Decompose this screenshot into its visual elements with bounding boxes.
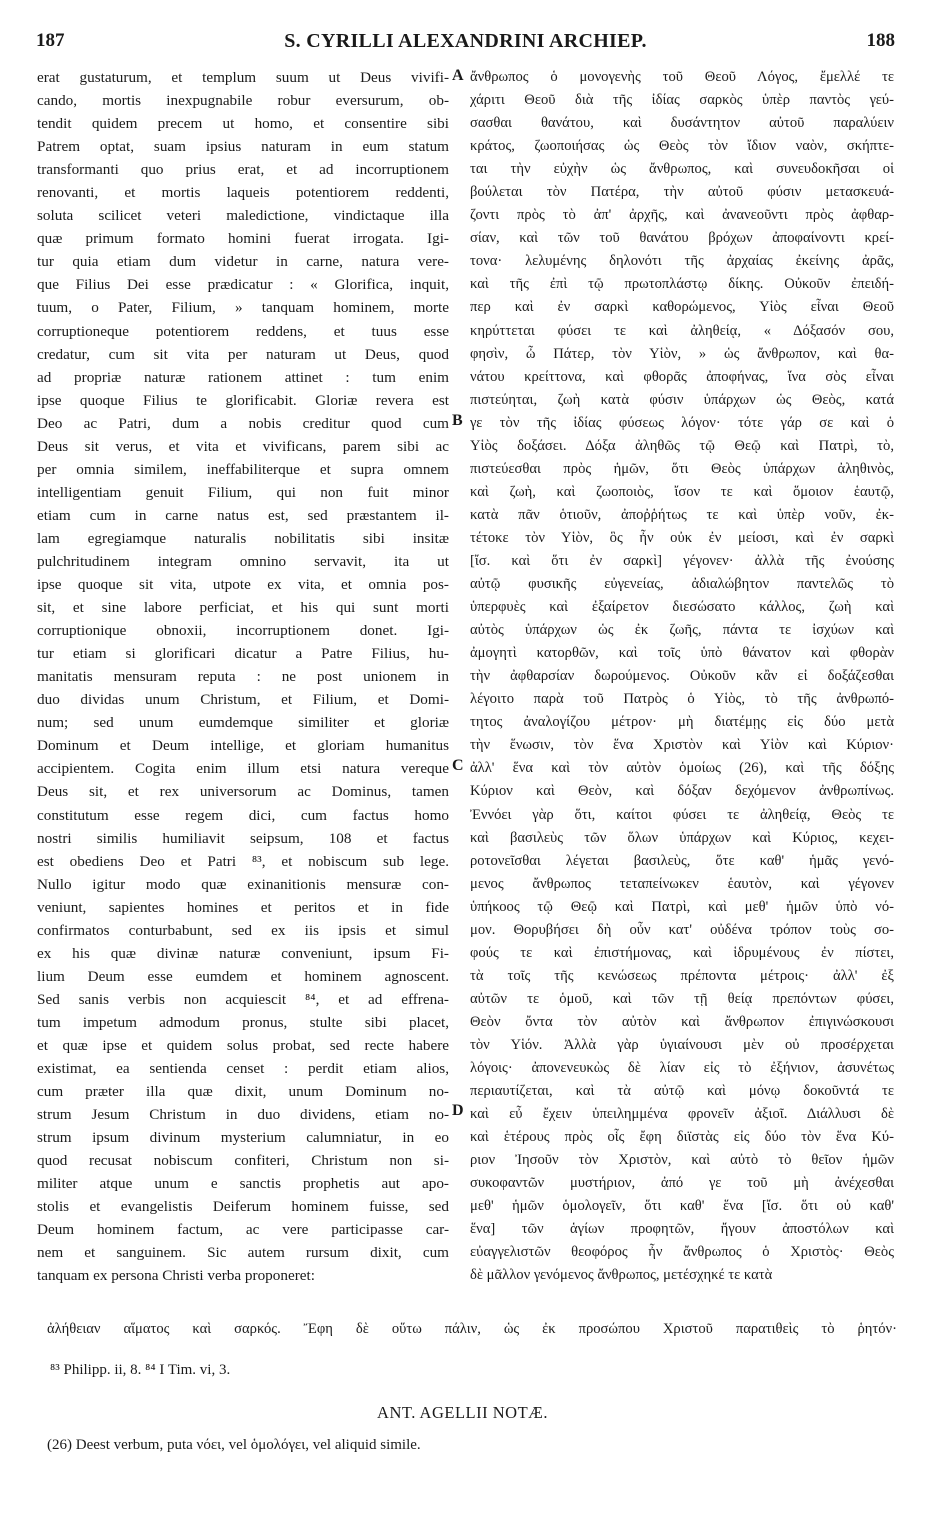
greek-text-line: νάτου κρείττονα, καὶ φθορᾶς ἀποφήνας, ἵνα σὸς εἶναι [470, 368, 894, 385]
greek-text-line: ριον Ἰησοῦν τὸν Χριστὸν, καὶ αὐτὸ τὸ θεῖον ἡμῶν [470, 1152, 894, 1169]
latin-text-line: tuum, o Pater, Filium, » tanquam hominem, morte [37, 299, 449, 317]
greek-text-line: λέγοιτο παρὰ τοῦ Πατρὸς ὁ Υἱὸς, τὸ τῆς ἀνθρωπό- [470, 691, 894, 708]
latin-text-line: existimat, ea sentienda censet : perdit etiam alios, [37, 1060, 449, 1078]
latin-text-line: manitatis mensuram reputa : ne post unionem in [37, 668, 449, 686]
greek-text-line: ἀλλ' ἕνα καὶ τὸν αὐτὸν ὁμοίως (26), καὶ τῆς δόξης [470, 760, 894, 777]
greek-text-line: πιστεύεσθαι πρὸς ἡμῶν, ὅτι Θεὸς ὑπάρχων ἀληθινὸς, [470, 460, 894, 477]
latin-text-line: intelligentiam genuit Filium, qui non fuit minor [37, 483, 449, 501]
margin-letter-b: B [452, 412, 463, 429]
greek-text-line: σίαν, καὶ τῶν τοῦ θανάτου βρόχων ἀποφαίνοντι κρεί- [470, 230, 894, 247]
greek-text-line: Ἐννόει γὰρ ὅτι, καίτοι φύσει τε ἀληθείᾳ, Θεὸς τε [470, 806, 894, 823]
latin-text-line: duo dividas unum Christum, et Filium, et Domi- [37, 691, 449, 709]
latin-text-line: accipientem. Cogita enim illum etsi natura vereque [37, 760, 449, 778]
greek-text-line: Θεὸν ὄντα τὸν αὐτὸν καὶ ἄνθρωπον ἐπιγινώσκουσι [470, 1013, 894, 1030]
latin-text-line: tendit quidem precem ut homo, et consentire sibi [37, 115, 449, 133]
running-header [36, 30, 895, 60]
greek-text-line: μενος ἄνθρωπος τεταπείνωκεν ἑαυτὸν, καὶ γέγονεν [470, 875, 894, 892]
latin-text-line: lam egregiamque naturalis nobilitatis sibi insitæ [37, 529, 449, 547]
latin-text-line: militer atque unum e sanctis prophetis aut apo- [37, 1175, 449, 1193]
latin-text-line: cando, mortis inexpugnabile robur eversurum, ob- [37, 92, 449, 110]
latin-text-line: credatur, cum sit vita per naturam ut Deus, quod [37, 345, 449, 363]
greek-text-line: περιαυτίζεται, καὶ τὰ αὐτῷ καὶ μόνῳ δοκοῦντά τε [470, 1083, 894, 1100]
greek-text-line: πιστεύηται, ζωὴ κατὰ φύσιν ὑπάρχων ὡς Θεὸς, κατά [470, 391, 894, 408]
greek-text-line: ἕνα] τῶν ἁγίων προφητῶν, ἤγουν ἀποστόλων καὶ [470, 1221, 894, 1238]
greek-text-line: ἀμογητὶ κατορθῶν, καὶ τοῖς ὑπὸ θάνατον καὶ φθορὰν [470, 645, 894, 662]
latin-text-line: quod recusat nobiscum confiteri, Christum non si- [37, 1152, 449, 1170]
greek-text-line: τέτοκε τὸν Υἱὸν, ὃς ἦν οὐκ ἐν μείοσι, καὶ ἐν σαρκὶ [470, 529, 894, 546]
greek-text-line: χάριτι Θεοῦ διὰ τῆς ἰδίας σαρκὸς ὑπὲρ παντὸς γεύ- [470, 92, 894, 109]
latin-text-line: corruptionique obnoxii, incorruptionem donet. Igi- [37, 622, 449, 640]
latin-text-line: sit, et sine labore perficiat, et his qui sunt morti [37, 599, 449, 617]
greek-text-line: Υἱὸς δοξάσει. Δόξα ἀληθῶς τῷ Θεῷ καὶ Πατρὶ, τὸ, [470, 437, 894, 454]
latin-text-line: confirmatos conturbabunt, sed ex iis ipsis et simul [37, 921, 449, 939]
latin-text-line: Deus sit verus, et vita et vivificans, parem sibi ac [37, 437, 449, 455]
greek-text-line: δὲ μᾶλλον γενόμενος ἄνθρωπος, μετέσχηκέ τε κατὰ [470, 1267, 773, 1284]
greek-text-line: τὸν Υἱόν. Ἀλλὰ γὰρ ὑγιαίνουσι μὲν οὐ προσέρχεται [470, 1036, 894, 1053]
latin-text-line: et quæ ipse et quidem solus probat, sed recte habere [37, 1036, 449, 1054]
latin-text-line: cum præter illa quæ dixit, unum Dominum no- [37, 1083, 449, 1101]
latin-text-line: est obediens Deo et Patri ⁸³, et nobiscum sub lege. [37, 852, 449, 870]
greek-text-line: γε τὸν τῆς ἰδίας φύσεως λόγον· τότε γάρ σε καὶ ὁ [470, 414, 894, 431]
greek-text-line: κράτος, ζωοποιήσας ὡς Θεὸς τὸν ἴδιον ναὸν, σκήπτε- [470, 138, 894, 155]
greek-text-line: λόγοις· ἀπονενευκὼς δὲ λίαν εἰς τὸ ἐξήνιον, ἀσυνέτως [470, 1060, 894, 1077]
latin-text-line: nem et sanguinem. Sic autem rursum dixit, cum [37, 1244, 449, 1262]
latin-text-line: renovanti, et mortis laqueis potentiorem reddenti, [37, 184, 449, 202]
page-number-left: 187 [36, 30, 65, 51]
latin-text-line: per omnia similem, ineffabiliterque et supra omnem [37, 460, 449, 478]
page-number-right: 188 [866, 30, 895, 51]
latin-text-line: etiam cum in carne natus est, sed præstantem il- [37, 506, 449, 524]
greek-text-line: καὶ εὖ ἔχειν ὑπειλημμένα φρονεῖν ἀξιοῖ. Διάλλυσι δὲ [470, 1106, 894, 1123]
latin-text-line: veniunt, sapientes homines et peritos et in fide [37, 898, 449, 916]
greek-text-line: ὑπερφυὲς καὶ ἐξαίρετον διεσώσατο κάλλος, ζωὴ καὶ [470, 599, 894, 616]
greek-text-line: καὶ ἑτέρους πρὸς οἷς ἔφη διϊστὰς εἰς δύο τὸν ἕνα Κύ- [470, 1129, 894, 1146]
greek-column [470, 66, 894, 1287]
greek-continuation-line: ἀλήθειαν αἵματος καὶ σαρκός. Ἔφη δὲ οὕτω πάλιν, ὡς ἐκ προσώπου Χριστοῦ παρατιθεὶς τὸ ῥητόν· [47, 1321, 897, 1337]
greek-text-line: ζοντι πρὸς τὸ ἀπ' ἀρχῆς, καὶ ἀνανεοῦντι πρὸς ἀφθαρ- [470, 207, 894, 224]
latin-text-line: Dominum et Deum intellige, et gloriam humanitus [37, 737, 449, 755]
latin-text-line: Deus sit, et rex universorum ac Dominus, tamen [37, 783, 449, 801]
greek-text-line: μεθ' ἡμῶν ὁμολογεῖν, ὅτι καθ' ἕνα [ἴσ. ὅτι οὐ καθ' [470, 1198, 894, 1215]
latin-text-line: corruptioneque potentiorem reddens, et tuus esse [37, 322, 449, 340]
greek-text-line: καὶ ζωὴ, καὶ ζωοποιὸς, ἴσον τε καὶ ὅμοιον ἑαυτῷ, [470, 483, 894, 500]
margin-letter-a: A [452, 67, 464, 84]
latin-text-line: Nullo igitur modo quæ exinanitionis mensuræ con- [37, 875, 449, 893]
greek-text-line: αὐτῷ φυσικῆς εὐγενείας, ἀδιαλώβητον παντελῶς τὸ [470, 576, 894, 593]
greek-text-line: εὐαγγελιστῶν θεοφόρος ἦν ἄνθρωπος ὁ Χριστὸς· Θεὸς [470, 1244, 894, 1261]
greek-text-line: κηρύττεται φύσει τε καὶ ἀληθείᾳ, « Δόξασόν σου, [470, 322, 894, 339]
latin-text-line: que Filius Dei esse prædicatur : « Glorifica, inquit, [37, 276, 449, 294]
greek-text-line: μον. Θορυβήσει δὴ οὖν κατ' οὐδένα τρόπον τοὺς σο- [470, 921, 894, 938]
greek-text-line: συκοφαντῶν μυστήριον, ἀπό γε τοῦ μὴ ἀνέχεσθαι [470, 1175, 894, 1192]
greek-text-line: φούς τε καὶ ἐπιστήμονας, καὶ ἱδρυμένους ἐν πίστει, [470, 944, 894, 961]
latin-text-line: tur etiam si glorificari dicatur a Patre Filius, hu- [37, 645, 449, 663]
latin-text-line: Deum hominem factum, ac vere participasse car- [37, 1221, 449, 1239]
latin-text-line: strum ipsum divinum mysterium calumniatur, in eo [37, 1129, 449, 1147]
latin-text-line: stolis et evangelistis Deiferum hominem fuisse, sed [37, 1198, 449, 1216]
latin-text-line: num; sed unum eumdemque similiter et gloriæ [37, 714, 449, 732]
latin-text-line: soluta scilicet veteri maledictione, vindictaque illa [37, 207, 449, 225]
latin-text-line: tum impetum admodum pronus, stulte sibi placet, [37, 1013, 449, 1031]
latin-text-line: Patrem optat, suam ipsius naturam in eum statum [37, 138, 449, 156]
margin-letter-d: D [452, 1102, 464, 1119]
greek-text-line: φησὶν, ὦ Πάτερ, τὸν Υἱὸν, » ὡς ἄνθρωπον, καὶ θα- [470, 345, 894, 362]
latin-text-line: Sed sanis verbis non acquiescit ⁸⁴, et ad effrena- [37, 990, 449, 1008]
greek-text-line: αὐτῶν τε ὁμοῦ, καὶ τῶν τῇ θείᾳ πρεπόντων φύσει, [470, 990, 894, 1007]
greek-text-line: κατὰ πᾶν ὁτιοῦν, ἀποῤῥήτως τε καὶ ὑπὲρ νοῦν, ἐκ- [470, 506, 894, 523]
latin-text-line: quæ primum formato homini fuerat irrogata. Igi- [37, 230, 449, 248]
greek-text-line: τὴν ἀφθαρσίαν δωρούμενος. Οὐκοῦν κἂν εἰ δοξάζεσθαι [470, 668, 894, 685]
latin-text-line: ex his quæ divinæ naturæ conveniunt, ipsum Fi- [37, 944, 449, 962]
margin-letter-c: C [452, 757, 464, 774]
greek-text-line: καὶ τῆς ἐπὶ τῷ πρωτοπλάστῳ δίκης. Οὐκοῦν ἐπειδή- [470, 276, 894, 293]
latin-text-line: erat gustaturum, et templum suum ut Deus vivifi- [37, 69, 449, 86]
greek-text-line: καὶ βασιλεὺς τῶν ὅλων ὑπάρχων καὶ Κύριος, κεχει- [470, 829, 894, 846]
greek-text-line: περ καὶ ἐν σαρκὶ καθορώμενος, Υἱὸς εἶναι Θεοῦ [470, 299, 894, 316]
greek-text-line: [ἴσ. καὶ ὅτι ἐν σαρκὶ] γέγονεν· ἀλλὰ τῆς ἐνούσης [470, 552, 894, 569]
greek-text-line: τὴν ἕνωσιν, τὸν ἕνα Χριστὸν καὶ Υἱὸν καὶ Κύριον· [470, 737, 894, 754]
latin-text-line: constitutum esse regem dici, cum factus homo [37, 806, 449, 824]
notes-heading: ANT. AGELLII NOTÆ. [377, 1403, 548, 1422]
greek-text-line: τητος ἀναλογίζου μέτρον· μὴ διατέμῃς εἰς δύο μετὰ [470, 714, 894, 731]
latin-text-line: Deo ac Patri, dum a nobis creditur quod cum [37, 414, 449, 432]
latin-column [37, 66, 449, 1287]
latin-text-line: pulchritudinem integram omnino servavit, ita ut [37, 552, 449, 570]
greek-text-line: ὑπήκοος τῷ Θεῷ καὶ Πατρὶ, καὶ μεθ' ἡμῶν ὑπὸ νό- [470, 898, 894, 915]
running-title: S. CYRILLI ALEXANDRINI ARCHIEP. [284, 30, 647, 52]
latin-text-line: tur quia etiam dum videtur in carne, natura vere- [37, 253, 449, 271]
greek-text-line: σασθαι θανάτου, καὶ δυσάντητον αὐτοῦ παραλύειν [470, 115, 894, 132]
greek-text-line: βούλεται τὸν Πατέρα, τὴν αὐτοῦ φύσιν μετασκευά- [470, 184, 894, 201]
latin-text-line: tanquam ex persona Christi verba proponeret: [37, 1267, 315, 1285]
editor-note: (26) Deest verbum, puta νόει, vel ὁμολόγει, vel aliquid simile. [47, 1437, 421, 1453]
footnotes: ⁸³ Philipp. ii, 8. ⁸⁴ I Tim. vi, 3. [50, 1362, 231, 1378]
greek-text-line: τονα· λελυμένης δηλονότι τῆς ἀρχαίας ἐκείνης ἀρᾶς, [470, 253, 894, 270]
greek-text-line: ροτονεῖσθαι λέγεται βασιλεὺς, ὅτε καθ' ἡμᾶς γενό- [470, 852, 894, 869]
greek-text-line: ἄνθρωπος ὁ μονογενὴς τοῦ Θεοῦ Λόγος, ἔμελλέ τε [470, 69, 894, 85]
latin-text-line: nostri similis humiliavit seipsum, 108 et factus [37, 829, 449, 847]
greek-text-line: Κύριον καὶ Θεὸν, καὶ δόξαν δεχόμενον ἀνθρωπίνως. [470, 783, 894, 800]
greek-text-line: τὰ τοῖς τῆς κενώσεως πρέποντα μέτροις· ἀλλ' ἐξ [470, 967, 894, 984]
greek-text-line: ται τὴν εὐχὴν ὡς ἄνθρωπος, καὶ συνευδοκῆσαι οἱ [470, 161, 894, 178]
latin-text-line: strum Jesum Christum in duo dividens, etiam no- [37, 1106, 449, 1124]
latin-text-line: ipse quoque Filius te glorificabit. Gloriæ revera est [37, 391, 449, 409]
latin-text-line: lium Deum esse eumdem et hominem agnoscent. [37, 967, 449, 985]
latin-text-line: ad propriæ naturæ rationem attinet : tum enim [37, 368, 449, 386]
greek-text-line: αὐτὸς ὑπάρχων ὡς ἐκ ζωῆς, πάντα τε ἰσχύων καὶ [470, 622, 894, 639]
latin-text-line: ipse quoque sit vita, utpote ex vita, et omnia pos- [37, 576, 449, 594]
latin-text-line: transformanti quo prius erat, et ad incorruptionem [37, 161, 449, 179]
